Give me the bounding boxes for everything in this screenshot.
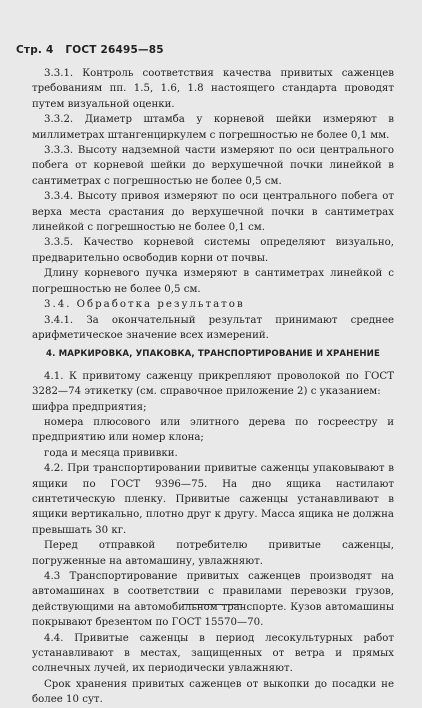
paragraph-root-length: Длину корневого пучка измеряют в сантиметрах линейкой с погрешностью не более 0,5 см.	[32, 268, 394, 295]
paragraph-4-3: 4.3 Транспортирование привитых саженцев производят на автомашинах в соответствии с правилами перевозки грузов, действующими на автомобильном транспорте. Кузов автомашины покрывают брезентом по ГОСТ 15570—70.	[32, 571, 394, 629]
end-rule	[182, 604, 242, 605]
paragraph-4-2: 4.2. При транспортировании привитые саженцы упаковывают в ящики по ГОСТ 9396—75. На дно ящика настилают синтетическую пленку. Привитые саженцы устанавливают в ящики вертикально, плотно друг к другу. Масса ящика не должна превышать 30 кг.	[32, 463, 394, 536]
paragraph-3-3-3: 3.3.3. Высоту надземной части измеряют по оси центрального побега от корневой шейки до верхушечной почки линейкой в сантиметрах с погрешностью не более 0,5 см.	[32, 145, 394, 187]
section-4-title: 4. МАРКИРОВКА, УПАКОВКА, ТРАНСПОРТИРОВАНИЕ И ХРАНЕНИЕ	[46, 349, 380, 360]
page-number: Стр. 4	[16, 44, 54, 56]
paragraph-4-2-b: Перед отправкой потребителю привитые саженцы, погруженные на автомашину, увлажняют.	[32, 540, 394, 567]
paragraph-3-3-1: 3.3.1. Контроль соответствия качества привитых саженцев требованиям пп. 1.5, 1.6, 1.8 настоящего стандарта проводят путем визуальной оценки.	[32, 68, 394, 110]
paragraph-4-1-item-3: года и месяца прививки.	[44, 447, 178, 459]
page-header	[16, 44, 172, 56]
paragraph-4-4: 4.4. Привитые саженцы в период лесокультурных работ устанавливают в местах, защищенных от ветра и прямых солнечных лучей, их периодически увлажняют.	[32, 632, 394, 675]
paragraph-3-4-heading: 3.4. Обработка результатов	[44, 299, 245, 311]
paragraph-3-3-5: 3.3.5. Качество корневой системы определяют визуально, предварительно освободив корни от почвы.	[32, 237, 394, 264]
document-body	[32, 66, 394, 708]
standard-code: ГОСТ 26495—85	[65, 44, 164, 56]
paragraph-3-3-2: 3.3.2. Диаметр штамба у корневой шейки измеряют в миллиметрах штангенциркулем с погрешностью не более 0,1 мм.	[32, 114, 394, 141]
paragraph-4-1-item-2: номера плюсового или элитного дерева по госреестру и предприятию или номер клона;	[32, 416, 394, 444]
paragraph-4-1: 4.1. К привитому саженцу прикрепляют проволокой по ГОСТ 3282—74 этикетку (см. справочное приложение 2) с указанием:	[32, 370, 394, 398]
paragraph-4-1-item-1: шифра предприятия;	[32, 401, 147, 413]
paragraph-4-4-b: Срок хранения привитых саженцев от выкопки до посадки не более 10 сут.	[32, 678, 394, 706]
paragraph-3-3-4: 3.3.4. Высоту привоя измеряют по оси центрального побега от верха места срастания до верхушечной почки в сантиметрах линейкой с погрешностью не более 0,1 см.	[32, 191, 394, 234]
paragraph-3-4-1: 3.4.1. За окончательный результат принимают среднее арифметическое значение всех измерений.	[32, 314, 394, 341]
